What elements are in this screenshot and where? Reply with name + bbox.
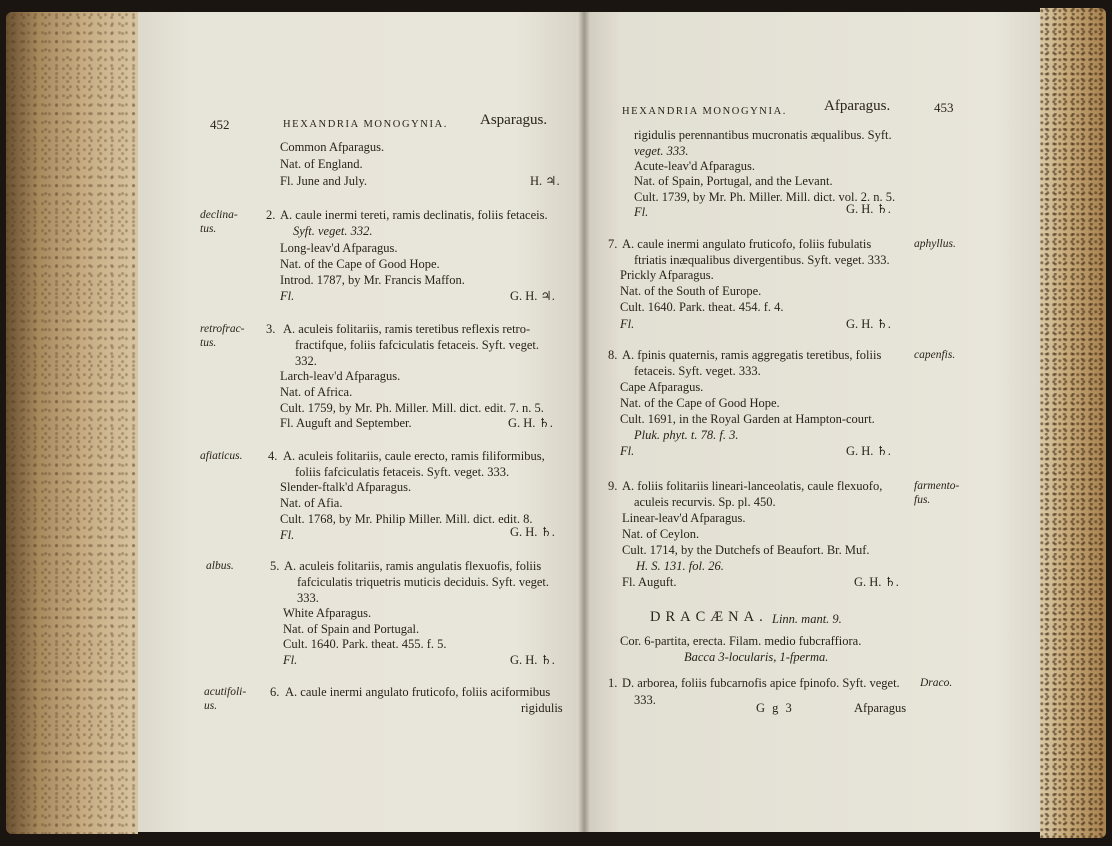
native-line: Nat. of Spain and Portugal. <box>283 622 420 636</box>
genus-reference: Linn. mant. 9. <box>772 612 842 626</box>
native-line: Nat. of Afia. <box>280 496 343 510</box>
species-description: A. aculeis folitariis, caule erecto, ramis filiformibus, <box>283 449 545 463</box>
species-number: 9. <box>608 479 618 493</box>
native-line: Nat. of England. <box>280 157 363 171</box>
flowering-line: Fl. June and July. <box>280 174 368 188</box>
species-number: 5. <box>270 559 280 573</box>
flowering-line: Fl. <box>283 653 298 667</box>
margin-species-name: aphyllus. <box>914 238 956 250</box>
flowering-line: Fl. <box>620 317 635 331</box>
species-description: veget. 333. <box>634 144 689 158</box>
margin-species-name: retrofrac- <box>200 323 245 335</box>
cultivation-line: Cult. 1691, in the Royal Garden at Hampton-court. <box>620 412 875 426</box>
common-name: Common Afparagus. <box>280 140 385 154</box>
species-description: 333. <box>297 591 319 605</box>
flowering-line: Fl. <box>634 205 649 219</box>
species-number: 6. <box>270 685 280 699</box>
native-line: Nat. of Africa. <box>280 385 353 399</box>
genus-character: Bacca 3-locularis, 1-fperma. <box>684 650 829 664</box>
species-number: 1. <box>608 676 618 690</box>
native-line: Nat. of Ceylon. <box>622 527 700 541</box>
habitat-symbol: G. H. ♄. <box>508 416 553 430</box>
flowering-line: Fl. <box>620 444 635 458</box>
page-edges-right <box>1040 8 1106 838</box>
margin-species-name: capenfis. <box>914 349 956 361</box>
species-number: 7. <box>608 237 618 251</box>
right-page <box>584 12 1040 832</box>
habitat-symbol: G. H. ♄. <box>510 653 555 667</box>
species-number: 8. <box>608 348 618 362</box>
native-line: Nat. of the Cape of Good Hope. <box>620 396 780 410</box>
habitat-symbol: G. H. ♄. <box>846 202 891 216</box>
running-header: HEXANDRIA MONOGYNIA. <box>283 119 448 130</box>
species-description: A. fpinis quaternis, ramis aggregatis teretibus, foliis <box>622 348 882 362</box>
genus-heading: DRACÆNA. <box>650 609 768 625</box>
common-name: Long-leav'd Afparagus. <box>280 241 398 255</box>
habitat-symbol: G. H. ♄. <box>846 444 891 458</box>
habitat-symbol: G. H. ♃. <box>510 289 555 303</box>
species-number: 4. <box>268 449 278 463</box>
native-line: Nat. of the South of Europe. <box>620 284 762 298</box>
habitat-symbol: G. H. ♄. <box>854 575 899 589</box>
flowering-line: Fl. <box>280 528 295 542</box>
species-description: A. caule inermi tereti, ramis declinatis, foliis fetaceis. <box>280 208 548 222</box>
species-description: fetaceis. Syft. veget. 333. <box>634 364 761 378</box>
common-name: Acute-leav'd Afparagus. <box>634 159 755 173</box>
genus-character: Cor. 6-partita, erecta. Filam. medio fubcraffiora. <box>620 634 862 648</box>
margin-species-name: tus. <box>200 337 217 349</box>
species-description: D. arborea, foliis fubcarnofis apice fpinofo. Syft. veget. <box>622 676 900 690</box>
flowering-line: Fl. Auguft. <box>622 575 677 589</box>
species-description: 332. <box>295 354 317 368</box>
signature-mark: G g 3 <box>756 701 794 715</box>
margin-species-name: us. <box>204 700 218 712</box>
native-line: Nat. of Spain, Portugal, and the Levant. <box>634 174 833 188</box>
cultivation-line: Introd. 1787, by Mr. Francis Maffon. <box>280 273 465 287</box>
running-header-genus: Asparagus. <box>480 112 548 128</box>
page-number: 452 <box>210 117 230 132</box>
species-description: aculeis recurvis. Sp. pl. 450. <box>634 495 776 509</box>
habitat-symbol: H. ♃. <box>530 174 560 188</box>
margin-species-name: afiaticus. <box>200 450 243 462</box>
cultivation-line: Cult. 1759, by Mr. Ph. Miller. Mill. dict. edit. 7. n. 5. <box>280 401 544 415</box>
species-description: A. caule inermi angulato fruticofo, foliis aciformibus <box>285 685 551 699</box>
species-description: foliis fafciculatis fetaceis. Syft. veget. 333. <box>295 465 510 479</box>
page-edges-left <box>6 12 138 834</box>
common-name: White Afparagus. <box>283 606 372 620</box>
margin-species-name: fus. <box>914 494 931 506</box>
species-number: 2. <box>266 208 276 222</box>
habitat-symbol: G. H. ♄. <box>510 525 555 539</box>
species-description: rigidulis perennantibus mucronatis æqualibus. Syft. <box>634 128 892 142</box>
species-description: A. foliis folitariis lineari-lanceolatis, caule flexuofo, <box>622 479 883 493</box>
cultivation-line: Cult. 1640. Park. theat. 455. f. 5. <box>283 637 447 651</box>
cultivation-line: Cult. 1714, by the Dutchefs of Beaufort. Br. Muf. <box>622 543 870 557</box>
margin-species-name: declina- <box>200 209 238 221</box>
margin-species-name: farmento- <box>914 480 960 492</box>
margin-species-name: acutifoli- <box>204 686 247 698</box>
habitat-symbol: G. H. ♄. <box>846 317 891 331</box>
running-header: HEXANDRIA MONOGYNIA. <box>622 106 787 117</box>
common-name: Larch-leav'd Afparagus. <box>280 369 401 383</box>
cultivation-line: Cult. 1739, by Mr. Ph. Miller. Mill. dict. vol. 2. n. 5. <box>634 190 896 204</box>
catchword: Afparagus <box>854 701 907 715</box>
common-name: Cape Afparagus. <box>620 380 704 394</box>
species-description: A. aculeis folitariis, ramis angulatis flexuofis, foliis <box>284 559 542 573</box>
species-description: Syft. veget. 332. <box>293 224 373 238</box>
margin-species-name: albus. <box>206 560 234 572</box>
flowering-line: Fl. <box>280 289 295 303</box>
cultivation-line: Cult. 1640. Park. theat. 454. f. 4. <box>620 300 784 314</box>
catchword: rigidulis <box>521 701 563 715</box>
cultivation-line: H. S. 131. fol. 26. <box>636 559 724 573</box>
native-line: Nat. of the Cape of Good Hope. <box>280 257 440 271</box>
page-number: 453 <box>934 100 954 115</box>
cultivation-line: Cult. 1768, by Mr. Philip Miller. Mill. dict. edit. 8. <box>280 512 533 526</box>
cultivation-line: Pluk. phyt. t. 78. f. 3. <box>634 428 739 442</box>
left-page <box>138 12 584 832</box>
species-description: ftriatis inæqualibus divergentibus. Syft. veget. 333. <box>634 253 890 267</box>
species-description: 333. <box>634 693 656 707</box>
margin-species-name: Draco. <box>920 677 953 689</box>
common-name: Prickly Afparagus. <box>620 268 714 282</box>
species-number: 3. <box>266 322 276 336</box>
flowering-line: Fl. Auguft and September. <box>280 416 412 430</box>
common-name: Slender-ftalk'd Afparagus. <box>280 480 412 494</box>
book-gutter <box>578 12 590 832</box>
species-description: A. caule inermi angulato fruticofo, foliis fubulatis <box>622 237 872 251</box>
margin-species-name: tus. <box>200 223 217 235</box>
species-description: fafciculatis triquetris muticis deciduis. Syft. veget. <box>297 575 550 589</box>
running-header-genus: Afparagus. <box>824 98 891 114</box>
species-description: A. aculeis folitariis, ramis teretibus reflexis retro- <box>283 322 531 336</box>
species-description: fractifque, foliis fafciculatis fetaceis. Syft. veget. <box>295 338 539 352</box>
common-name: Linear-leav'd Afparagus. <box>622 511 746 525</box>
